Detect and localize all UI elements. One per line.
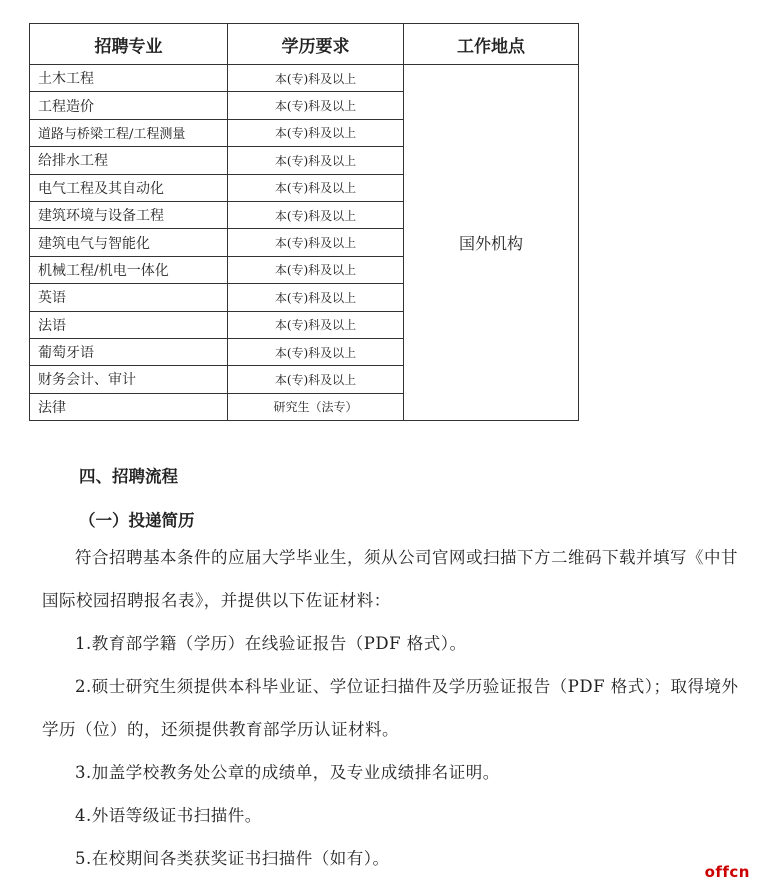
list-item: 2.硕士研究生须提供本科毕业证、学位证扫描件及学历验证报告（PDF 格式）；取得境外学历（位）的，还须提供教育部学历认证材料。 [42,677,739,739]
cell-education: 本(专)科及以上 [228,311,404,338]
list-item: 1.教育部学籍（学历）在线验证报告（PDF 格式）。 [75,634,467,653]
cell-major: 机械工程/机电一体化 [30,256,228,283]
cell-major: 建筑环境与设备工程 [30,201,228,228]
section-heading: 四、招聘流程 [79,467,178,486]
table-row [30,65,579,92]
cell-education: 本(专)科及以上 [228,65,404,92]
cell-education: 本(专)科及以上 [228,338,404,365]
list-item: 5.在校期间各类获奖证书扫描件（如有）。 [75,849,390,868]
cell-major: 道路与桥梁工程/工程测量 [30,119,228,146]
offcn-watermark: offcn [704,863,750,881]
cell-major: 法语 [30,311,228,338]
intro-paragraph: 符合招聘基本条件的应届大学毕业生，须从公司官网或扫描下方二维码下载并填写《中甘国际校园招聘报名表》，并提供以下佐证材料： [42,548,738,610]
cell-education: 本(专)科及以上 [228,284,404,311]
cell-education: 本(专)科及以上 [228,256,404,283]
header-major: 招聘专业 [30,24,228,65]
majors-table [29,23,579,421]
cell-education: 本(专)科及以上 [228,119,404,146]
cell-major: 法律 [30,393,228,420]
list-item: 3.加盖学校教务处公章的成绩单，及专业成绩排名证明。 [75,763,500,782]
cell-education: 本(专)科及以上 [228,229,404,256]
cell-location: 国外机构 [404,65,579,421]
cell-major: 工程造价 [30,92,228,119]
cell-education: 本(专)科及以上 [228,92,404,119]
cell-education: 本(专)科及以上 [228,147,404,174]
cell-education: 本(专)科及以上 [228,174,404,201]
list-item: 4.外语等级证书扫描件。 [75,806,262,825]
cell-education: 本(专)科及以上 [228,366,404,393]
cell-major: 电气工程及其自动化 [30,174,228,201]
cell-major: 建筑电气与智能化 [30,229,228,256]
cell-major: 给排水工程 [30,147,228,174]
section-body [42,536,752,880]
cell-major: 英语 [30,284,228,311]
header-education: 学历要求 [228,24,404,65]
cell-education: 本(专)科及以上 [228,201,404,228]
cell-major: 土木工程 [30,65,228,92]
cell-major: 葡萄牙语 [30,338,228,365]
cell-major: 财务会计、审计 [30,366,228,393]
header-location: 工作地点 [404,24,579,65]
table-header-row [30,24,579,65]
cell-education: 研究生（法专） [228,393,404,420]
section-subheading: （一）投递简历 [79,511,195,530]
